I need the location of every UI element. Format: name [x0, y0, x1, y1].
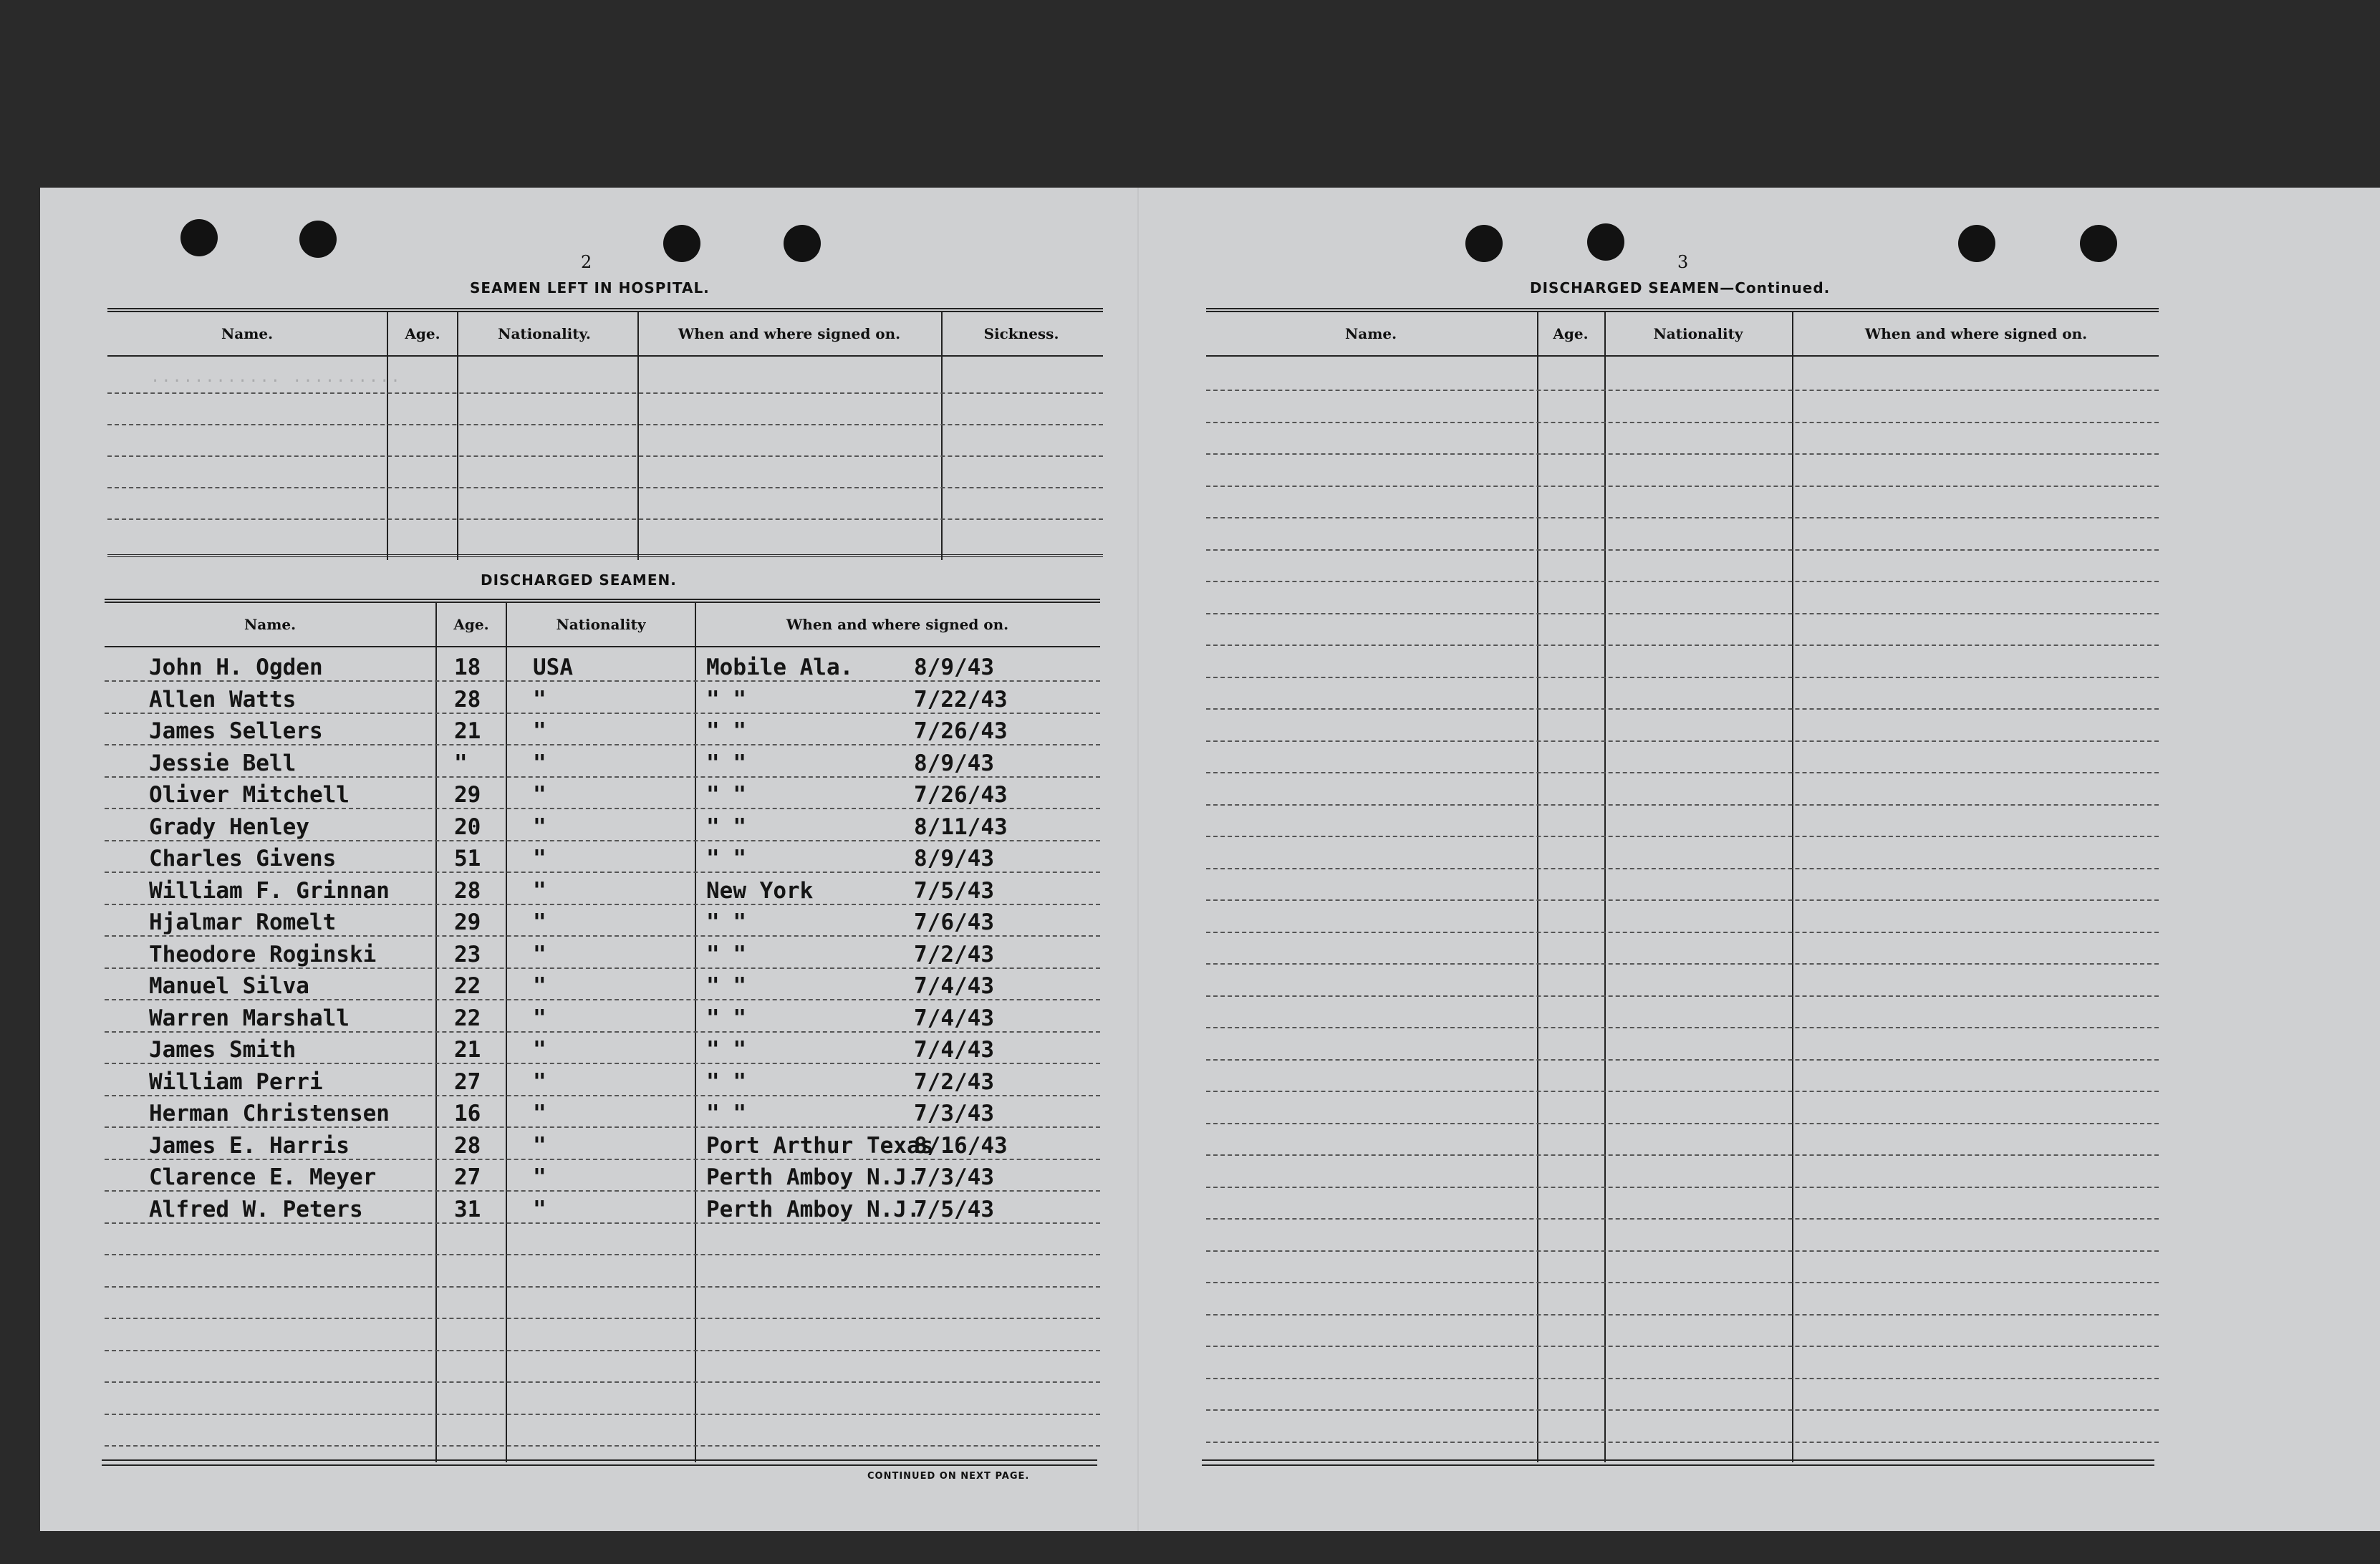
dotted-rule: [105, 1063, 1100, 1064]
continued-heading: DISCHARGED SEAMEN—Continued.: [1530, 279, 1831, 296]
column-divider: [941, 312, 943, 560]
dotted-rule: [105, 904, 1100, 905]
dotted-rule: [1206, 804, 2159, 806]
seaman-age: 16: [454, 1101, 481, 1126]
dotted-rule: [1206, 1250, 2159, 1252]
dotted-rule: [1206, 1187, 2159, 1188]
col-header-age: Age.: [1553, 325, 1589, 342]
signed-on-date: 8/16/43: [914, 1132, 1008, 1159]
spread-inner: [40, 188, 2380, 1531]
table-row: [105, 874, 1100, 905]
dotted-rule: [1206, 1027, 2159, 1028]
seaman-name: William F. Grinnan: [149, 877, 390, 904]
signed-on-place: " ": [706, 846, 746, 872]
dotted-rule: [1206, 517, 2159, 518]
seaman-name: Oliver Mitchell: [149, 782, 350, 808]
seaman-age: 28: [454, 1132, 481, 1159]
dotted-rule: [1206, 1282, 2159, 1283]
dotted-rule: [1206, 740, 2159, 742]
punch-hole: [299, 221, 337, 258]
hospital-table-header: [107, 312, 1103, 357]
punch-hole: [784, 225, 821, 262]
seaman-nationality: ": [533, 909, 546, 935]
column-divider: [637, 312, 639, 560]
col-header-name: Name.: [244, 616, 297, 633]
signed-on-place: " ": [706, 814, 746, 840]
signed-on-date: 7/6/43: [914, 909, 994, 935]
dotted-rule: [105, 1445, 1100, 1447]
seaman-age: 22: [454, 973, 481, 999]
seaman-age: 27: [454, 1068, 481, 1095]
punch-hole: [1958, 225, 1995, 262]
dotted-rule: [105, 1126, 1100, 1128]
signed-on-place: Perth Amboy N.J.: [706, 1196, 920, 1222]
signed-on-place: " ": [706, 973, 746, 999]
table-row: [105, 778, 1100, 809]
table-row: [105, 746, 1100, 778]
faint-hospital-entry: ............ ..........: [150, 368, 402, 386]
table-row: [105, 1192, 1100, 1224]
seaman-name: Warren Marshall: [149, 1005, 350, 1031]
dotted-rule: [1206, 1409, 2159, 1411]
dotted-rule: [105, 840, 1100, 841]
page-number-left: 2: [581, 252, 592, 272]
seaman-name: Clarence E. Meyer: [149, 1164, 377, 1190]
signed-on-date: 8/9/43: [914, 655, 994, 680]
seaman-age: ": [454, 750, 468, 776]
table-row: [105, 810, 1100, 841]
seaman-nationality: ": [533, 1132, 546, 1159]
seaman-age: 21: [454, 718, 481, 744]
dotted-rule: [1206, 645, 2159, 646]
dotted-rule: [1206, 1059, 2159, 1061]
dotted-rule: [1206, 1154, 2159, 1156]
col-header-age: Age.: [453, 616, 489, 633]
dotted-rule: [1206, 549, 2159, 551]
seaman-age: 21: [454, 1037, 481, 1063]
seaman-nationality: ": [533, 1196, 546, 1222]
seaman-nationality: ": [533, 1164, 546, 1190]
page-number-right: 3: [1677, 252, 1689, 272]
seaman-age: 29: [454, 909, 481, 935]
dotted-rule: [1206, 995, 2159, 997]
dotted-rule: [105, 872, 1100, 873]
seaman-name: James Smith: [149, 1037, 297, 1063]
punch-hole: [663, 225, 700, 262]
column-divider: [457, 312, 458, 560]
signed-on-place: " ": [706, 686, 746, 713]
signed-on-place: " ": [706, 1037, 746, 1063]
seaman-age: 31: [454, 1196, 481, 1222]
dotted-rule: [105, 1318, 1100, 1319]
dotted-rule: [107, 455, 1103, 457]
seaman-age: 29: [454, 782, 481, 808]
table-bottom-rule: [107, 554, 1103, 557]
seaman-age: 23: [454, 941, 481, 967]
seaman-age: 27: [454, 1164, 481, 1190]
signed-on-date: 7/2/43: [914, 1068, 994, 1095]
dotted-rule: [1206, 486, 2159, 487]
seaman-nationality: ": [533, 941, 546, 967]
seaman-nationality: ": [533, 814, 546, 840]
dotted-rule: [1206, 963, 2159, 965]
seaman-nationality: ": [533, 1005, 546, 1031]
discharged-table-header: [105, 603, 1100, 647]
table-row: [105, 650, 1100, 682]
dotted-rule: [1206, 932, 2159, 933]
dotted-rule: [1206, 1314, 2159, 1316]
table-row: [105, 1129, 1100, 1160]
dotted-rule: [1206, 772, 2159, 773]
punch-hole: [1587, 223, 1624, 261]
dotted-rule: [107, 518, 1103, 520]
table-row: [105, 1160, 1100, 1192]
dotted-rule: [1206, 899, 2159, 901]
table-row: [105, 1033, 1100, 1064]
signed-on-place: " ": [706, 718, 746, 744]
dotted-rule: [1206, 1346, 2159, 1347]
signed-on-date: 7/2/43: [914, 941, 994, 967]
punch-hole: [2080, 225, 2117, 262]
col-header-age: Age.: [405, 325, 440, 342]
dotted-rule: [105, 967, 1100, 969]
dotted-rule: [105, 999, 1100, 1000]
dotted-rule: [1206, 581, 2159, 582]
seaman-age: 51: [454, 846, 481, 872]
table-row: [105, 937, 1100, 969]
dotted-rule: [1206, 1123, 2159, 1124]
table-row: [105, 905, 1100, 937]
dotted-rule: [105, 1095, 1100, 1096]
seaman-nationality: ": [533, 782, 546, 808]
dotted-rule: [105, 744, 1100, 745]
seaman-name: Alfred W. Peters: [149, 1196, 363, 1222]
dotted-rule: [107, 487, 1103, 488]
col-header-name: Name.: [221, 325, 274, 342]
dotted-rule: [1206, 422, 2159, 423]
signed-on-date: 7/22/43: [914, 686, 1008, 713]
signed-on-place: Port Arthur Texas: [706, 1132, 934, 1159]
dotted-rule: [1206, 708, 2159, 710]
signed-on-date: 7/26/43: [914, 782, 1008, 808]
signed-on-place: " ": [706, 782, 746, 808]
seaman-nationality: ": [533, 846, 546, 872]
seaman-nationality: USA: [533, 655, 573, 680]
signed-on-place: " ": [706, 1101, 746, 1126]
continued-note: CONTINUED ON NEXT PAGE.: [867, 1471, 1030, 1482]
dotted-rule: [1206, 453, 2159, 455]
seaman-name: Theodore Roginski: [149, 941, 377, 967]
seaman-nationality: ": [533, 750, 546, 776]
table-row: [105, 1065, 1100, 1096]
signed-on-place: Mobile Ala.: [706, 655, 854, 680]
dotted-rule: [1206, 613, 2159, 614]
table-row: [105, 1001, 1100, 1033]
dotted-rule: [105, 713, 1100, 714]
document-spread: [40, 188, 2380, 1531]
seaman-nationality: ": [533, 1068, 546, 1095]
seaman-age: 28: [454, 686, 481, 713]
seaman-nationality: ": [533, 686, 546, 713]
dotted-rule: [105, 808, 1100, 809]
col-header-nationality: Nationality: [1653, 325, 1743, 342]
dotted-rule: [105, 935, 1100, 937]
signed-on-date: 7/26/43: [914, 718, 1008, 744]
page-bottom-rule: [102, 1459, 1097, 1466]
seaman-name: James Sellers: [149, 718, 323, 744]
signed-on-date: 8/9/43: [914, 750, 994, 776]
dotted-rule: [105, 1031, 1100, 1033]
table-row: [105, 714, 1100, 745]
seaman-name: Jessie Bell: [149, 750, 297, 776]
signed-on-date: 7/3/43: [914, 1164, 994, 1190]
signed-on-place: " ": [706, 750, 746, 776]
dotted-rule: [105, 1381, 1100, 1383]
dotted-rule: [1206, 1091, 2159, 1092]
col-header-signed-on: When and where signed on.: [1864, 325, 2088, 342]
signed-on-date: 7/4/43: [914, 973, 994, 999]
page-bottom-rule: [1202, 1459, 2154, 1466]
discharged-heading: DISCHARGED SEAMEN.: [481, 571, 677, 589]
dotted-rule: [107, 392, 1103, 394]
seaman-name: Grady Henley: [149, 814, 309, 840]
seaman-nationality: ": [533, 973, 546, 999]
signed-on-place: " ": [706, 909, 746, 935]
punch-hole: [1465, 225, 1503, 262]
seaman-nationality: ": [533, 1101, 546, 1126]
dotted-rule: [105, 1159, 1100, 1160]
seaman-name: James E. Harris: [149, 1132, 350, 1159]
seaman-age: 20: [454, 814, 481, 840]
signed-on-place: " ": [706, 1068, 746, 1095]
signed-on-date: 8/9/43: [914, 846, 994, 872]
col-header-name: Name.: [1344, 325, 1397, 342]
table-row: [105, 682, 1100, 714]
dotted-rule: [1206, 390, 2159, 391]
table-row: [105, 969, 1100, 1000]
seaman-name: Allen Watts: [149, 686, 297, 713]
table-row: [105, 841, 1100, 873]
seaman-age: 18: [454, 655, 481, 680]
dotted-rule: [1206, 868, 2159, 869]
dotted-rule: [105, 680, 1100, 682]
dotted-rule: [107, 424, 1103, 425]
col-header-nationality: Nationality: [556, 616, 646, 633]
seaman-age: 22: [454, 1005, 481, 1031]
signed-on-date: 8/11/43: [914, 814, 1008, 840]
signed-on-place: " ": [706, 941, 746, 967]
seaman-nationality: ": [533, 718, 546, 744]
seaman-age: 28: [454, 877, 481, 904]
signed-on-place: Perth Amboy N.J.: [706, 1164, 920, 1190]
dotted-rule: [105, 1414, 1100, 1415]
hospital-table: [107, 308, 1103, 560]
dotted-rule: [1206, 1218, 2159, 1220]
continued-table: [1206, 308, 2159, 1462]
seaman-nationality: ": [533, 1037, 546, 1063]
dotted-rule: [105, 1190, 1100, 1192]
signed-on-place: New York: [706, 877, 814, 904]
seaman-name: Manuel Silva: [149, 973, 309, 999]
signed-on-date: 7/3/43: [914, 1101, 994, 1126]
signed-on-date: 7/4/43: [914, 1037, 994, 1063]
dotted-rule: [105, 1350, 1100, 1351]
seaman-name: John H. Ogden: [149, 655, 323, 680]
center-fold: [1137, 188, 1139, 1531]
col-header-signed-on: When and where signed on.: [786, 616, 1009, 633]
dotted-rule: [105, 776, 1100, 778]
col-header-signed-on: When and where signed on.: [678, 325, 901, 342]
punch-hole: [180, 219, 218, 256]
col-header-sickness: Sickness.: [983, 325, 1059, 342]
column-divider: [387, 312, 388, 560]
dotted-rule: [1206, 1378, 2159, 1379]
hospital-heading: SEAMEN LEFT IN HOSPITAL.: [470, 279, 710, 296]
seaman-name: Charles Givens: [149, 846, 337, 872]
dotted-rule: [1206, 1442, 2159, 1443]
discharged-table: [105, 599, 1100, 1462]
col-header-nationality: Nationality.: [498, 325, 591, 342]
signed-on-date: 7/5/43: [914, 877, 994, 904]
signed-on-date: 7/4/43: [914, 1005, 994, 1031]
dotted-rule: [105, 1286, 1100, 1288]
signed-on-place: " ": [706, 1005, 746, 1031]
seaman-name: Herman Christensen: [149, 1101, 390, 1126]
signed-on-date: 7/5/43: [914, 1196, 994, 1222]
dotted-rule: [105, 1254, 1100, 1255]
seaman-nationality: ": [533, 877, 546, 904]
table-row: [105, 1096, 1100, 1128]
dotted-rule: [105, 1222, 1100, 1224]
seaman-name: Hjalmar Romelt: [149, 909, 337, 935]
continued-table-header: [1206, 312, 2159, 357]
dotted-rule: [1206, 677, 2159, 678]
seaman-name: William Perri: [149, 1068, 323, 1095]
dotted-rule: [1206, 836, 2159, 837]
